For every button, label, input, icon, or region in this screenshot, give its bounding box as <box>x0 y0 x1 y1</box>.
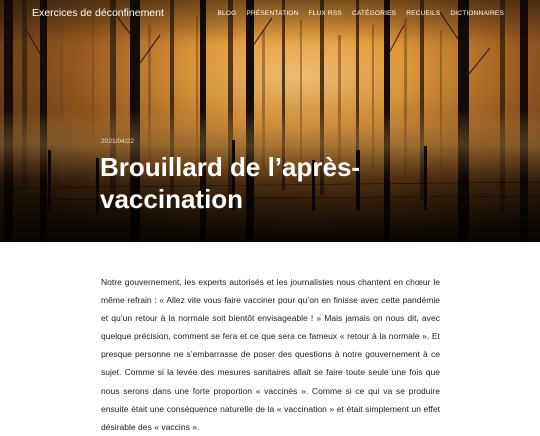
nav-item-dictionnaires[interactable]: DICTIONNAIRES <box>450 10 504 17</box>
nav-item-presentation[interactable]: PRÉSENTATION <box>246 10 299 17</box>
nav-item-rss[interactable]: FLUX RSS <box>308 10 342 17</box>
nav-item-categories[interactable]: CATÉGORIES <box>351 10 397 17</box>
nav-item-blog[interactable]: BLOG <box>217 10 237 17</box>
article-body: Notre gouvernement, les experts autorisés et les journalistes nous chantent en chœur le même refrain : « Allez vite vous faire vacciner pour qu’on en finisse avec cette pandémie et qu’un retour à la normale soit bientôt envisageable ! » Mais jamais on nous dit, avec quelque précision, comment se fera et ce que sera ce fameux « retour à la normale ». Et presque personne ne s’embarrasse de poser des questions à notre gouvernement à ce sujet. Comme si la levée des mesures sanitaires allait se faire toute seule une fois que nous serons dans une forte proportion « vaccinés ». Comme si ce qui va se produire ensuite était une conséquence naturelle de la « vaccination » et était simplement un effet désirable des « vaccins ». <box>101 277 440 432</box>
post-title: Brouillard de l’après-vaccination <box>100 152 361 214</box>
main-nav <box>217 10 504 17</box>
post-date: 2021/04/22 <box>101 138 135 145</box>
nav-item-recueils[interactable]: RECUEILS <box>406 10 441 17</box>
site-title-link[interactable]: Exercices de déconfinement <box>32 7 164 19</box>
